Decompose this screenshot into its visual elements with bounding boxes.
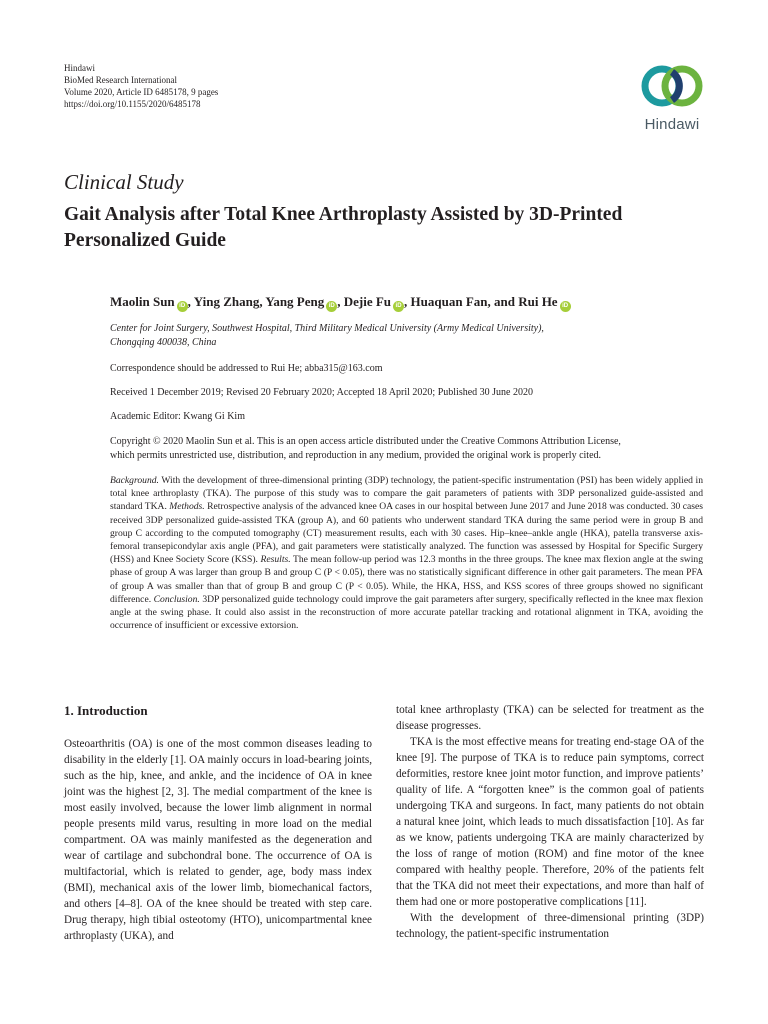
author-name[interactable]: Huaquan Fan	[410, 294, 488, 309]
abstract-methods: Retrospective analysis of the advanced knee OA cases in our hospital between June 2017 and June 2018 was conducted. 30 cases received 3DP personalized guide-assisted TKA (group A), and 60 patients who underwent standard TKA during the same period were in group B and group C according to the computed tomography (CT) measurement results, each with 30 cases. Hip–knee–ankle angle (HKA), patella transverse axis-femoral transepicondylar axis angle (PFA), and gait parameters were statistically analyzed. The function was assessed by Hospital for Specific Surgery (HSS) and Knee Society Score (KSS).	[110, 501, 703, 566]
body-column-right	[396, 702, 704, 942]
orcid-icon[interactable]: iD	[393, 301, 404, 312]
author-name[interactable]: Ying Zhang	[193, 294, 260, 309]
author-name[interactable]: Dejie Fu	[343, 294, 392, 309]
hindawi-rings-icon	[640, 60, 704, 112]
author-name[interactable]: Yang Peng	[265, 294, 325, 309]
publication-dates: Received 1 December 2019; Revised 20 February 2020; Accepted 18 April 2020; Published 30 June 2020	[110, 387, 533, 398]
article-type: Clinical Study	[64, 170, 184, 194]
orcid-icon[interactable]: iD	[560, 301, 571, 312]
affiliation: Center for Joint Surgery, Southwest Hospital, Third Military Medical University (Army Medical University), Chongqing 400038, China	[110, 323, 544, 348]
paragraph: With the development of three-dimensional printing (3DP) technology, the patient-specific instrumentation	[396, 912, 704, 940]
paragraph: Osteoarthritis (OA) is one of the most common diseases leading to disability in the elderly [1]. OA mainly occurs in load-bearing joints, such as the hip, knee, and ankle, and the incidence of OA in knee joint was the highest [2, 3]. The medial compartment of the knee is most easily involved, because the lower limb alignment in normal people presents mild varus, resulting in more load on the medial compartment. OA was mainly manifested as the degeneration and wear of cartilage and subchondral bone. The occurrence of OA is multifactorial, which is related to gender, age, body mass index (BMI), mechanical axis of the lower limb, biomechanical factors, and others [4–8]. OA of the knee should be treated with step care. Drug therapy, high tibial osteotomy (HTO), unicompartmental knee arthroplasty (UKA), and	[64, 738, 372, 942]
paragraph: total knee arthroplasty (TKA) can be selected for treatment as the disease progresses.	[396, 704, 704, 732]
abstract-conclusion-label: Conclusion.	[153, 593, 200, 605]
journal-name: BioMed Research International	[64, 75, 177, 85]
orcid-icon[interactable]: iD	[326, 301, 337, 312]
author-list: Maolin Sun iD , Ying Zhang, Yang Peng iD , Dejie Fu iD , Huaquan Fan, and Rui He iD	[110, 294, 730, 312]
academic-editor: Academic Editor: Kwang Gi Kim	[110, 411, 245, 422]
article-title: Gait Analysis after Total Knee Arthroplasty Assisted by 3D-Printed Personalized Guide	[64, 204, 623, 251]
abstract	[110, 474, 703, 632]
correspondence: Correspondence should be addressed to Rui He; abba315@163.com	[110, 363, 383, 374]
journal-masthead	[64, 62, 218, 110]
paragraph: TKA is the most effective means for treating end-stage OA of the knee [9]. The purpose of TKA is to reduce pain symptoms, correct deformities, restore knee joint motor function, and improve patients’ quality of life. A “forgotten knee” is the common goal of patients undergoing TKA and surgeons. In fact, many patients do not obtain a natural knee joint, which leads to much dissatisfaction [10]. As far as we know, patients undergoing TKA are mainly characterized by the loss of range of motion (ROM) and fine motor of the knee compared with healthy people. Therefore, 20% of the patients felt that the TKA did not meet their expectations, and more than half of them had one or more postoperative complications [11].	[396, 736, 704, 908]
abstract-conclusion: 3DP personalized guide technology could improve the gait parameters after surgery, specifically reflected in the knee max flexion angle at the swing phase. It could also assist in the reconstruction of more accurate patellar tracking and rotational alignment in TKA, avoiding the occurrence of insufficient or excessive extorsion.	[110, 593, 704, 632]
author-name[interactable]: Maolin Sun	[110, 294, 175, 309]
abstract-background: With the development of three-dimensional printing (3DP) technology, the patient-specific instrumentation (PSI) has been widely applied in total knee arthroplasty (TKA). The purpose of this study was to compare the gait parameters of patients with 3DP personalized guide-assisted and standard TKA.	[110, 475, 703, 513]
orcid-icon[interactable]: iD	[177, 301, 188, 312]
doi-link[interactable]: https://doi.org/10.1155/2020/6485178	[64, 99, 201, 109]
author-name[interactable]: Rui He	[518, 294, 558, 309]
volume-info: Volume 2020, Article ID 6485178, 9 pages	[64, 87, 219, 97]
publisher-name: Hindawi	[64, 63, 95, 73]
abstract-results-label: Results.	[260, 554, 291, 566]
section-heading: 1. Introduction	[64, 703, 148, 718]
abstract-methods-label: Methods.	[169, 501, 205, 513]
logo-wordmark: Hindawi	[644, 116, 700, 133]
hindawi-logo	[630, 60, 714, 140]
abstract-background-label: Background.	[110, 475, 159, 486]
abstract-results: The mean follow-up period was 12.3 months in the three groups. The knee max flexion angle at the swing phase of group A was larger than group B and group C (P < 0.05), there was no statistically significant difference in other gait parameters. The mean PFA of group A was smaller than that of group B and group C (P < 0.05). While, the HKA, HSS, and KSS scores of three groups showed no significant difference.	[110, 554, 703, 605]
copyright-notice: Copyright © 2020 Maolin Sun et al. This is an open access article distributed under the Creative Commons Attribution License, which permits unrestricted use, distribution, and reproduction in any medium, provided the original work is properly cited.	[110, 436, 621, 461]
body-column-left	[64, 702, 372, 944]
